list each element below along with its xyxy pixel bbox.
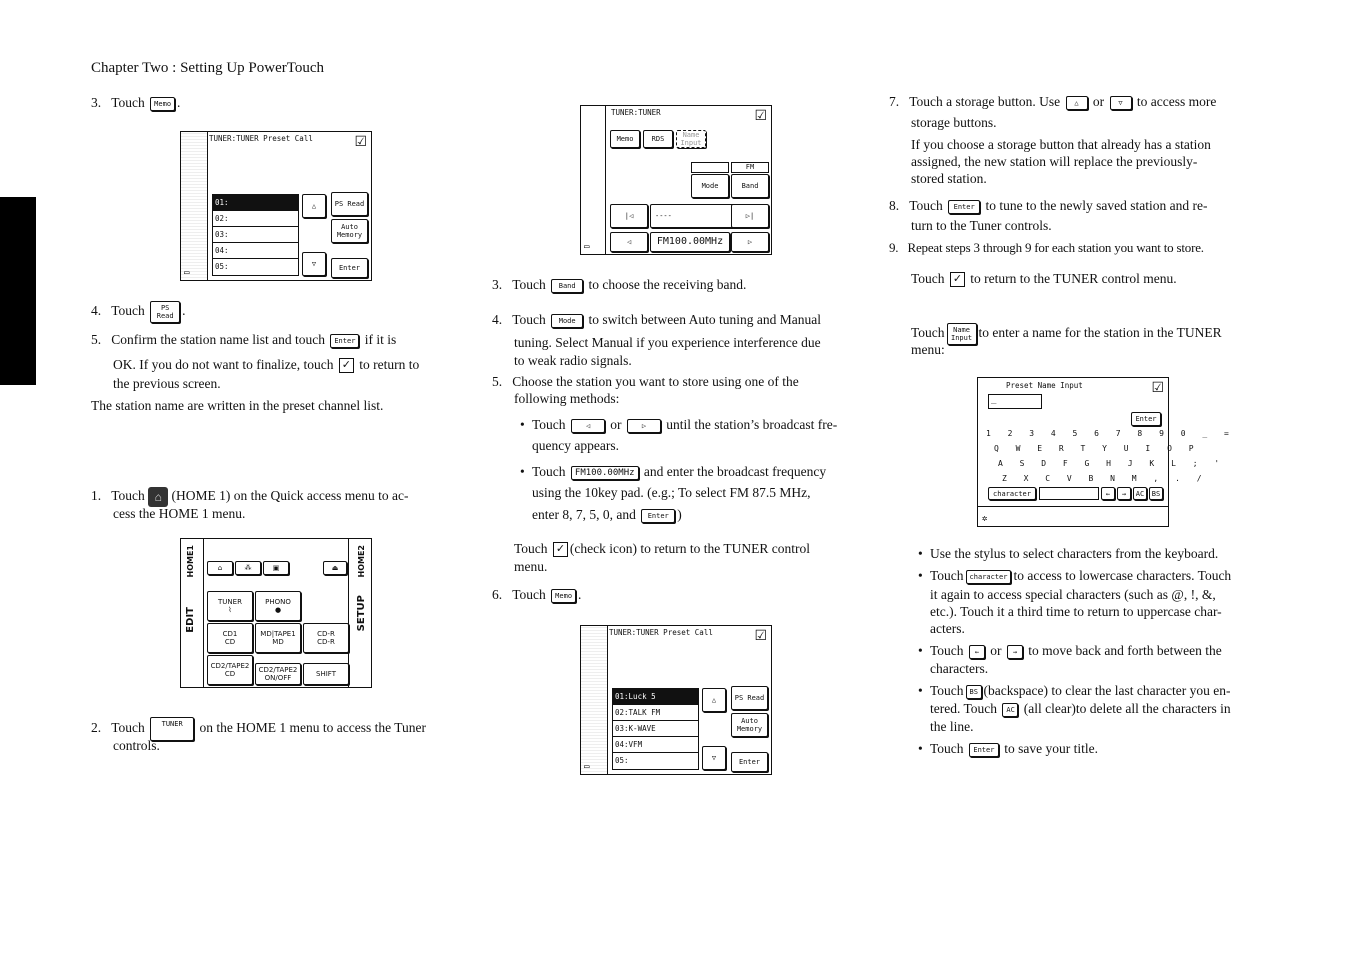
check-line: Touch ✓ to return to the TUNER control menu. [911,271,1177,286]
seek-back-button[interactable]: |◁ [610,204,648,228]
bullet-frequency-cont: using the 10key pad. (e.g.; To select FM 87.5 MHz, [532,485,811,500]
preset-list [212,194,299,276]
bullet-backspace-3: the line. [930,719,974,734]
home1-screen [180,538,372,688]
page-header: Chapter Two : Setting Up PowerTouch [91,60,325,76]
band-button-icon: Band [551,279,583,293]
screen-sidebar [581,626,608,774]
name-input-button[interactable]: Name Input [676,130,706,148]
name-input-field[interactable]: _ [988,394,1042,409]
mode-button[interactable]: Mode [691,174,729,198]
mode-indicator [691,162,729,173]
right-arrow-button-icon: ▷ [627,419,661,433]
setup-tab[interactable]: SETUP [356,595,367,632]
settings-icon: ✲ [982,514,988,524]
preset-call-screen-filled [580,625,772,775]
character-button[interactable]: character [988,487,1036,500]
scene-quick-icon[interactable]: ⁂ [235,561,261,575]
col2-step-3: 3. Touch Band to choose the receiving band. [492,277,747,292]
col2-step-5-cont: following methods: [514,391,620,406]
col3-step-9: 9. Repeat steps 3 through 9 for each station you want to store. [889,240,1204,255]
preset-item[interactable]: 02:TALK FM [613,705,698,721]
check-note: Touch ✓ (check icon) to return to the TUNER control [514,541,810,556]
keyboard-row-numbers[interactable]: 1 2 3 4 5 6 7 8 9 0 _ = [986,429,1235,438]
name-line: Touch Name Input to enter a name for the station in the TUNER [911,323,1261,345]
check-icon: ✓ [339,358,354,373]
bullet-frequency: • Touch FM100.00MHz and enter the broadcast frequency [532,463,862,481]
step-5-end: the previous screen. [113,376,221,391]
home-icon: ⌂ [148,487,168,507]
seek-forward-button[interactable]: ▷| [731,204,769,228]
memo-button[interactable]: Memo [610,130,640,148]
name-input-button-icon: Name Input [947,323,977,345]
up-arrow-button[interactable]: △ [302,194,326,218]
screen-title: TUNER:TUNER [611,108,661,117]
cursor-right-button[interactable]: → [1117,487,1131,500]
preset-item[interactable]: 05: [215,262,229,271]
rds-button[interactable]: RDS [643,130,673,148]
step-3: 3. Touch Memo . [91,95,181,110]
col3-step-7-note-2: assigned, the new station will replace the previously- [911,154,1198,169]
memo-button-icon: Memo [150,97,175,111]
col3-step-7-cont: storage buttons. [911,115,997,130]
preset-item[interactable]: 03: [213,227,298,243]
ps-read-button-icon: PS Read [150,301,180,323]
col2-step-5: 5. Choose the station you want to store using one of the [492,374,799,389]
check-icon: ☑ [754,628,767,644]
cd-r-button[interactable]: CD-R CD-R [303,623,349,653]
screen-sidebar [181,132,208,280]
preset-call-screen [180,131,372,281]
col2-step-4: 4. Touch Mode to switch between Auto tuning and Manual [492,312,822,327]
bullet-character-3: etc.). Touch it a third time to return to uppercase char- [930,604,1222,619]
home-quick-icon[interactable]: ⌂ [207,561,233,575]
preset-item[interactable]: 01:Luck 5 [613,689,698,705]
cd2-tape2-onoff-button[interactable]: CD2/TAPE2 ON/OFF [255,663,301,685]
device-quick-icon[interactable]: ▣ [263,561,289,575]
memo-button-icon: Memo [551,589,576,603]
col2-step-6: 6. Touch Memo . [492,587,582,602]
screen-title: Preset Name Input [1006,381,1083,390]
cd1-button[interactable]: CD1 CD [207,623,253,653]
keyboard-row-zxcv[interactable]: Z X C V B N M , . / [1002,474,1208,483]
enter-button[interactable]: Enter [1131,412,1161,426]
ps-read-button[interactable]: PS Read [731,686,768,710]
character-button-icon: character [966,570,1012,584]
ac-button-icon: AC [1002,703,1018,717]
bullet-frequency-end: enter 8, 7, 5, 0, and Enter ) [532,507,682,522]
enter-button[interactable]: Enter [731,752,768,772]
ps-read-button[interactable]: PS Read [331,192,368,216]
enter-button[interactable]: Enter [331,258,368,278]
frequency-display[interactable]: FM100.00MHz [650,232,730,252]
check-icon: ✓ [553,542,568,557]
bullet-cursor: • Touch ← or → to move back and forth between the [930,642,1260,660]
check-icon: ☑ [1151,380,1164,396]
preset-item[interactable]: 03:K-WAVE [613,721,698,737]
right-cursor-icon: → [1007,645,1023,659]
enter-button-icon: Enter [948,200,980,214]
bullet-backspace-2: tered. Touch AC (all clear)to delete all the characters in [930,701,1231,716]
home1-tab[interactable]: HOME1 [186,545,195,578]
band-indicator: FM [731,162,769,173]
left-arrow-button-icon: ◁ [571,419,605,433]
tune-up-button[interactable]: ▷ [731,232,769,252]
preset-item[interactable]: 02: [213,211,298,227]
bullet-backspace: • Touch BS (backspace) to clear the last character you en- [930,682,1260,700]
col3-step-8-cont: turn to the Tuner controls. [911,218,1052,233]
station-display: ---- [650,204,734,228]
home-step-2-cont: controls. [113,738,160,753]
shift-button[interactable]: SHIFT [303,663,349,685]
preset-item[interactable]: 04: [213,243,298,259]
check-icon: ☑ [354,134,367,150]
name-input-screen [977,377,1235,527]
preset-list [612,688,699,770]
up-arrow-button[interactable]: △ [702,688,726,712]
auto-memory-button[interactable]: Auto Memory [731,713,768,737]
preset-item[interactable]: 01: [213,195,298,211]
col2-step-4-end: to weak radio signals. [514,353,632,368]
left-cursor-icon: ← [969,645,985,659]
col3-step-7: 7. Touch a storage button. Use △ or ▽ to access more [889,94,1217,109]
bullet-character: • Touch character to access to lowercase characters. Touch [930,567,1260,585]
down-arrow-button[interactable]: ▽ [702,746,726,770]
screen-title: TUNER:TUNER Preset Call [609,628,713,637]
phono-button[interactable]: PHONO ● [255,591,301,621]
enter-button-icon: Enter [330,334,359,348]
preset-item[interactable]: 04:VFM [613,737,698,753]
bullet-cursor-cont: characters. [930,661,989,676]
bullet-enter: • Touch Enter to save your title. [930,740,1098,758]
up-arrow-button-icon: △ [1066,96,1088,110]
screen-icon: ▭ [184,268,190,278]
edit-tab[interactable]: EDIT [185,607,196,633]
mode-button-icon: Mode [551,314,583,328]
home-step-1-cont: cess the HOME 1 menu. [113,506,246,521]
enter-button-icon: Enter [641,509,675,523]
home2-tab[interactable]: HOME2 [357,545,366,578]
bullet-character-2: it again to access special characters (such as @, !, &, [930,587,1216,602]
frequency-button-icon: FM100.00MHz [571,466,639,480]
check-icon: ✓ [950,272,965,287]
preset-item[interactable]: 05: [615,756,629,765]
tuner-button-icon: TUNER [150,717,194,741]
screen-title: TUNER:TUNER Preset Call [209,134,313,143]
check-icon: ☑ [754,108,767,124]
step-5-cont: OK. If you do not want to finalize, touch ✓ to return to [113,357,420,372]
screen-sidebar [581,106,606,254]
tuner-button[interactable]: TUNER ⌇ [207,591,253,621]
bs-button-icon: BS [966,685,982,699]
keyboard-row-qwerty[interactable]: Q W E R T Y U I O P [994,444,1200,453]
name-line-cont: menu: [911,342,945,357]
bullet-character-4: acters. [930,621,965,636]
bullet-stylus: • Use the stylus to select characters from the keyboard. [930,545,1218,563]
col3-step-7-note-3: stored station. [911,171,987,186]
auto-memory-button[interactable]: Auto Memory [331,219,368,243]
md-tape1-button[interactable]: MD|TAPE1 MD [255,623,301,653]
keyboard-row-asdf[interactable]: A S D F G H J K L ; ' [998,459,1226,468]
col3-step-7-note-1: If you choose a storage button that already has a station [911,137,1211,152]
cd2-tape2-button[interactable]: CD2/TAPE2 CD [207,655,253,685]
chapter-tab [0,197,36,385]
bs-button[interactable]: BS [1149,487,1163,500]
screen-icon: ▭ [584,762,590,772]
screen-icon: ▭ [584,242,590,252]
bullet-tune-cont: quency appears. [532,438,619,453]
eject-icon[interactable]: ⏏ [323,561,347,575]
col3-step-8: 8. Touch Enter to tune to the newly saved station and re- [889,198,1208,213]
bullet-tune-buttons: • Touch ◁ or ▷ until the station’s broadcast fre- [532,416,862,434]
down-arrow-button-icon: ▽ [1110,96,1132,110]
note-text: The station name are written in the preset channel list. [91,398,384,413]
home-step-1: 1. Touch ⌂ (HOME 1) on the Quick access menu to ac- [91,487,463,507]
step-4: 4. Touch PS Read . [91,301,186,323]
space-button[interactable] [1039,487,1099,500]
enter-button-icon: Enter [969,743,999,757]
home-step-2: 2. Touch TUNER on the HOME 1 menu to access the Tuner [91,717,463,741]
cursor-left-button[interactable]: ← [1101,487,1115,500]
step-5: 5. Confirm the station name list and touch Enter if it is [91,332,397,347]
ac-button[interactable]: AC [1133,487,1147,500]
down-arrow-button[interactable]: ▽ [302,252,326,276]
col2-step-4-cont: tuning. Select Manual if you experience interference due [514,335,821,350]
tune-down-button[interactable]: ◁ [610,232,648,252]
divider [978,506,1168,507]
band-button[interactable]: Band [731,174,769,198]
check-note-cont: menu. [514,559,548,574]
tuner-screen [580,105,772,255]
